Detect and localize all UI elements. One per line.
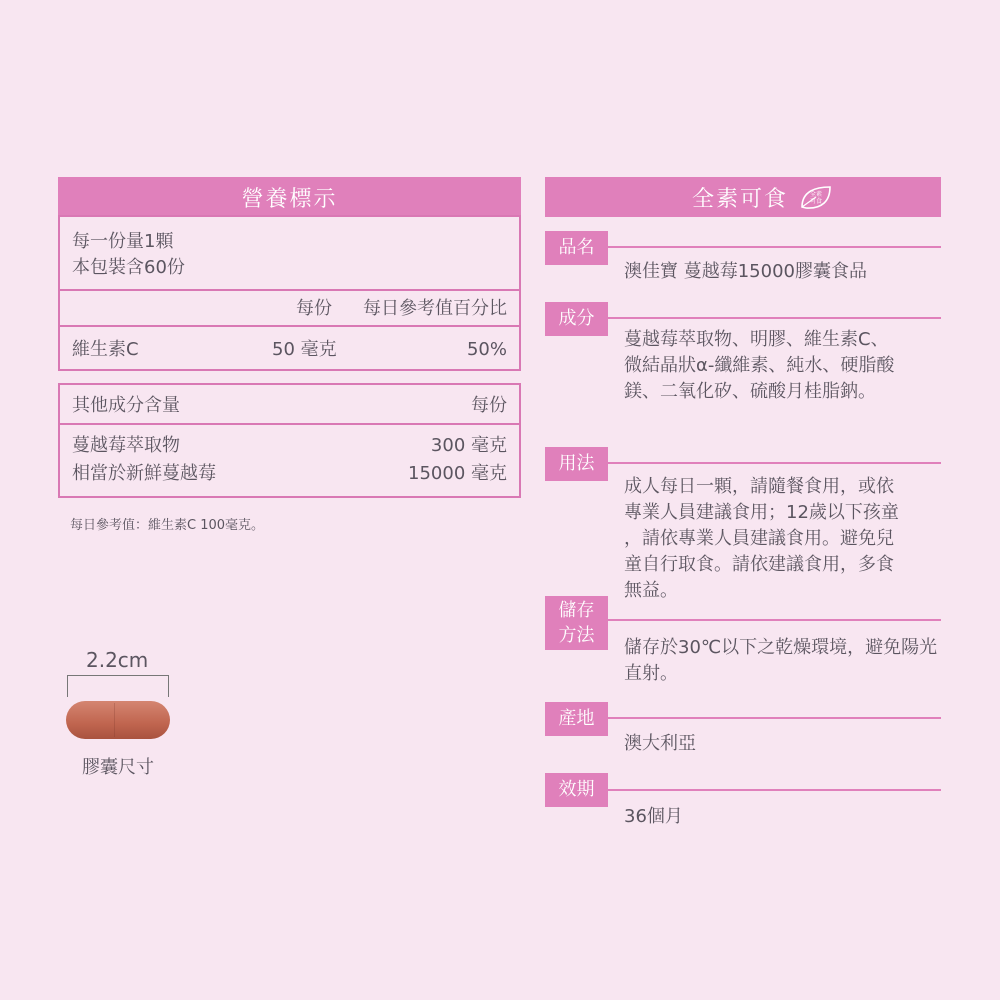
rule-usage [608,462,941,464]
rule-origin [608,717,941,719]
divider [60,325,519,327]
capsule-caption: 膠囊尺寸 [82,757,154,778]
usage-line: ，請依專業人員建議食用。避免兒 [624,528,894,549]
ingredients-line: 微結晶狀α-纖維素、純水、硬脂酸 [624,355,895,376]
tag-origin: 產地 [545,702,608,736]
vitamin-c-dv: 50% [466,339,507,360]
capsule-icon [66,701,170,739]
serving-size: 每一份量1顆 [72,231,174,252]
col-daily-value: 每日參考值百分比 [363,298,507,319]
other-row-amount: 300 毫克 [430,435,507,456]
capsule-seam [114,703,115,737]
usage-line: 童自行取食。請依建議食用，多食 [624,554,894,575]
rule-storage [608,619,941,621]
vitamin-c-amount: 50 毫克 [272,339,337,360]
usage-line: 無益。 [624,580,678,601]
vegan-title-bar [545,177,941,217]
other-row-name: 蔓越莓萃取物 [72,435,180,456]
divider [60,289,519,291]
divider [60,423,519,425]
rule-ingredients [608,317,941,319]
product-name-text: 澳佳寶 蔓越莓15000膠囊食品 [624,261,867,282]
other-ingredients-table [58,383,521,498]
daily-value-footnote: 每日參考值：維生素C 100毫克。 [70,518,265,533]
rule-shelf-life [608,789,941,791]
ingredients-line: 鎂、二氧化矽、硫酸月桂脂鈉。 [624,381,876,402]
usage-line: 成人每日一顆，請隨餐食用，或依 [624,476,894,497]
rule-product-name [608,246,941,248]
tag-usage: 用法 [545,447,608,481]
vitamin-c-name: 維生素C [72,339,139,360]
capsule-size-label: 2.2cm [86,648,149,672]
tag-storage [545,596,608,650]
ingredients-line: 蔓越莓萃取物、明膠、維生素C、 [624,329,889,350]
other-header-per: 每份 [471,395,507,416]
other-row-amount: 15000 毫克 [408,463,507,484]
other-header: 其他成分含量 [72,395,180,416]
tag-shelf-life: 效期 [545,773,608,807]
leaf-icon [798,183,834,211]
vegan-badge-text: 全素可食 [810,191,823,205]
dimension-line [68,675,168,697]
tag-product-name: 品名 [545,231,608,265]
tag-storage-text: 儲存 方法 [558,600,595,646]
storage-line: 直射。 [624,663,678,684]
other-row-name: 相當於新鮮蔓越莓 [72,463,216,484]
dimension-tick-right [168,675,169,697]
nutrition-title-bar [58,177,521,217]
servings-per-pack: 本包裝含60份 [72,257,185,278]
nutrition-table [58,215,521,371]
storage-line: 儲存於30℃以下之乾燥環境，避免陽光 [624,637,938,658]
shelf-life-text: 36個月 [624,806,683,827]
usage-line: 專業人員建議食用；12歲以下孩童 [624,502,899,523]
tag-ingredients: 成分 [545,302,608,336]
dimension-tick-left [67,675,68,697]
nutrition-title: 營養標示 [241,186,338,212]
col-per-serving: 每份 [296,298,332,319]
vegan-title: 全素可食 [691,186,788,212]
origin-text: 澳大利亞 [624,733,696,754]
